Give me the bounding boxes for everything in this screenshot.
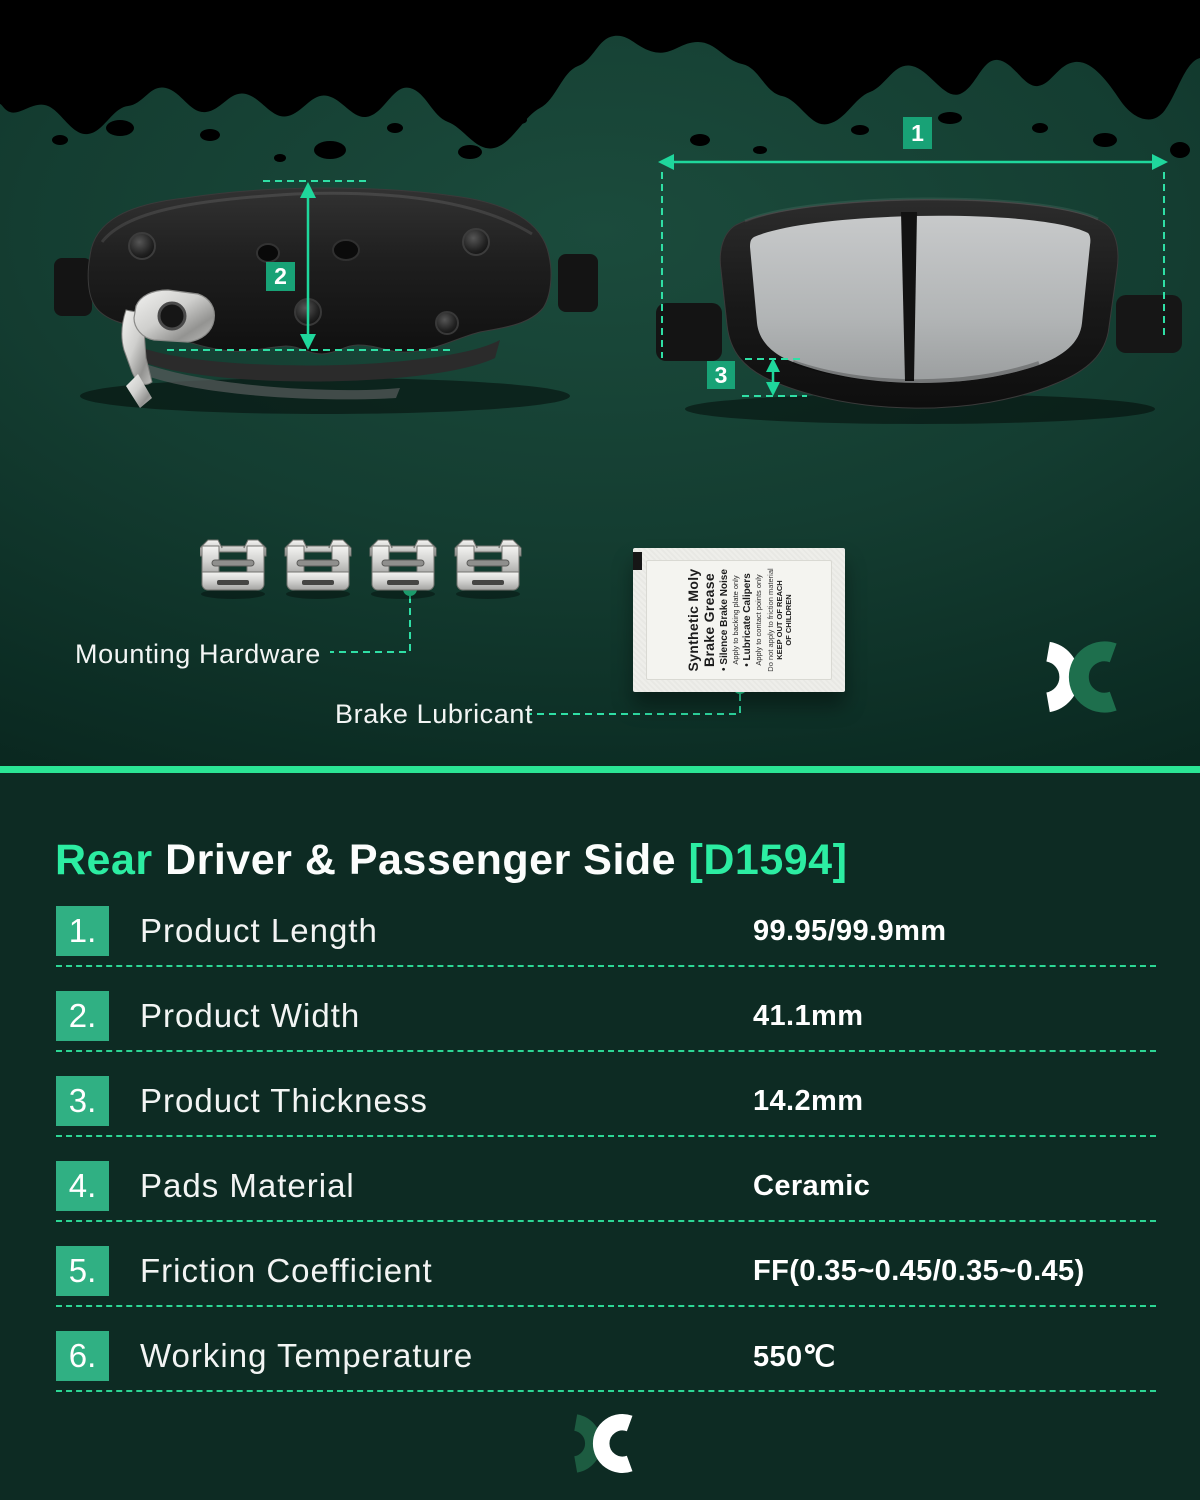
- packet-line: KEEP OUT OF REACH: [775, 580, 784, 660]
- packet-line: Apply to contact points only: [754, 574, 763, 666]
- dimension-badge-thickness: 3: [707, 361, 735, 389]
- packet-line: Do not apply to friction material: [766, 568, 775, 672]
- row-value: Ceramic: [753, 1169, 871, 1202]
- section-divider: [0, 766, 1200, 773]
- spec-row-working-temperature: [56, 1331, 1156, 1381]
- dimension-badge-length: 1: [903, 117, 932, 149]
- packet-line: Synthetic Moly: [685, 568, 701, 672]
- row-number-badge: 6.: [56, 1331, 109, 1381]
- row-label: Product Thickness: [140, 1082, 428, 1119]
- spec-section-title: [55, 836, 847, 885]
- packet-line: Apply to backing plate only: [731, 575, 740, 665]
- row-label: Product Width: [140, 997, 361, 1034]
- row-value: 14.2mm: [753, 1084, 864, 1117]
- dimension-badge-width: 2: [266, 262, 295, 291]
- row-separator: [56, 1050, 1156, 1052]
- row-separator: [56, 1135, 1156, 1137]
- packet-tab: [633, 552, 642, 570]
- row-number-badge: 5.: [56, 1246, 109, 1296]
- packet-line: OF CHILDREN: [784, 594, 793, 646]
- row-number-badge: 2.: [56, 991, 109, 1041]
- spec-row-product-thickness: [56, 1076, 1156, 1126]
- row-separator: [56, 1390, 1156, 1392]
- grunge-texture: [0, 0, 1200, 175]
- spec-row-product-length: [56, 906, 1156, 956]
- brand-logo-icon: [1012, 639, 1138, 715]
- row-value: 99.95/99.9mm: [753, 914, 947, 947]
- row-label: Friction Coefficient: [140, 1252, 433, 1289]
- spec-row-pads-material: [56, 1161, 1156, 1211]
- packet-line: • Lubricate Calipers: [742, 573, 753, 667]
- row-value: 41.1mm: [753, 999, 864, 1032]
- packet-label-text: [685, 557, 793, 683]
- row-number-badge: 4.: [56, 1161, 109, 1211]
- row-value: FF(0.35~0.45/0.35~0.45): [753, 1254, 1085, 1287]
- row-value: 550℃: [753, 1340, 836, 1373]
- row-separator: [56, 1305, 1156, 1307]
- mounting-hardware-clips: [200, 534, 530, 600]
- row-label: Product Length: [140, 912, 378, 949]
- brake-lubricant-packet: [633, 548, 845, 692]
- brake-pad-back-view: [40, 160, 600, 420]
- spec-row-friction-coefficient: [56, 1246, 1156, 1296]
- title-main: Driver & Passenger Side: [152, 836, 689, 884]
- packet-line: Brake Grease: [701, 573, 717, 667]
- mounting-hardware-label: Mounting Hardware: [75, 639, 321, 669]
- brand-logo-icon: [546, 1412, 650, 1475]
- row-separator: [56, 1220, 1156, 1222]
- brake-lubricant-label: Brake Lubricant: [335, 699, 534, 729]
- title-part-code: [D1594]: [688, 836, 848, 884]
- title-highlight: Rear: [55, 836, 153, 884]
- row-separator: [56, 965, 1156, 967]
- row-label: Working Temperature: [140, 1337, 474, 1374]
- packet-line: • Silence Brake Noise: [719, 569, 730, 671]
- row-label: Pads Material: [140, 1167, 355, 1204]
- spec-row-product-width: [56, 991, 1156, 1041]
- row-number-badge: 1.: [56, 906, 109, 956]
- row-number-badge: 3.: [56, 1076, 109, 1126]
